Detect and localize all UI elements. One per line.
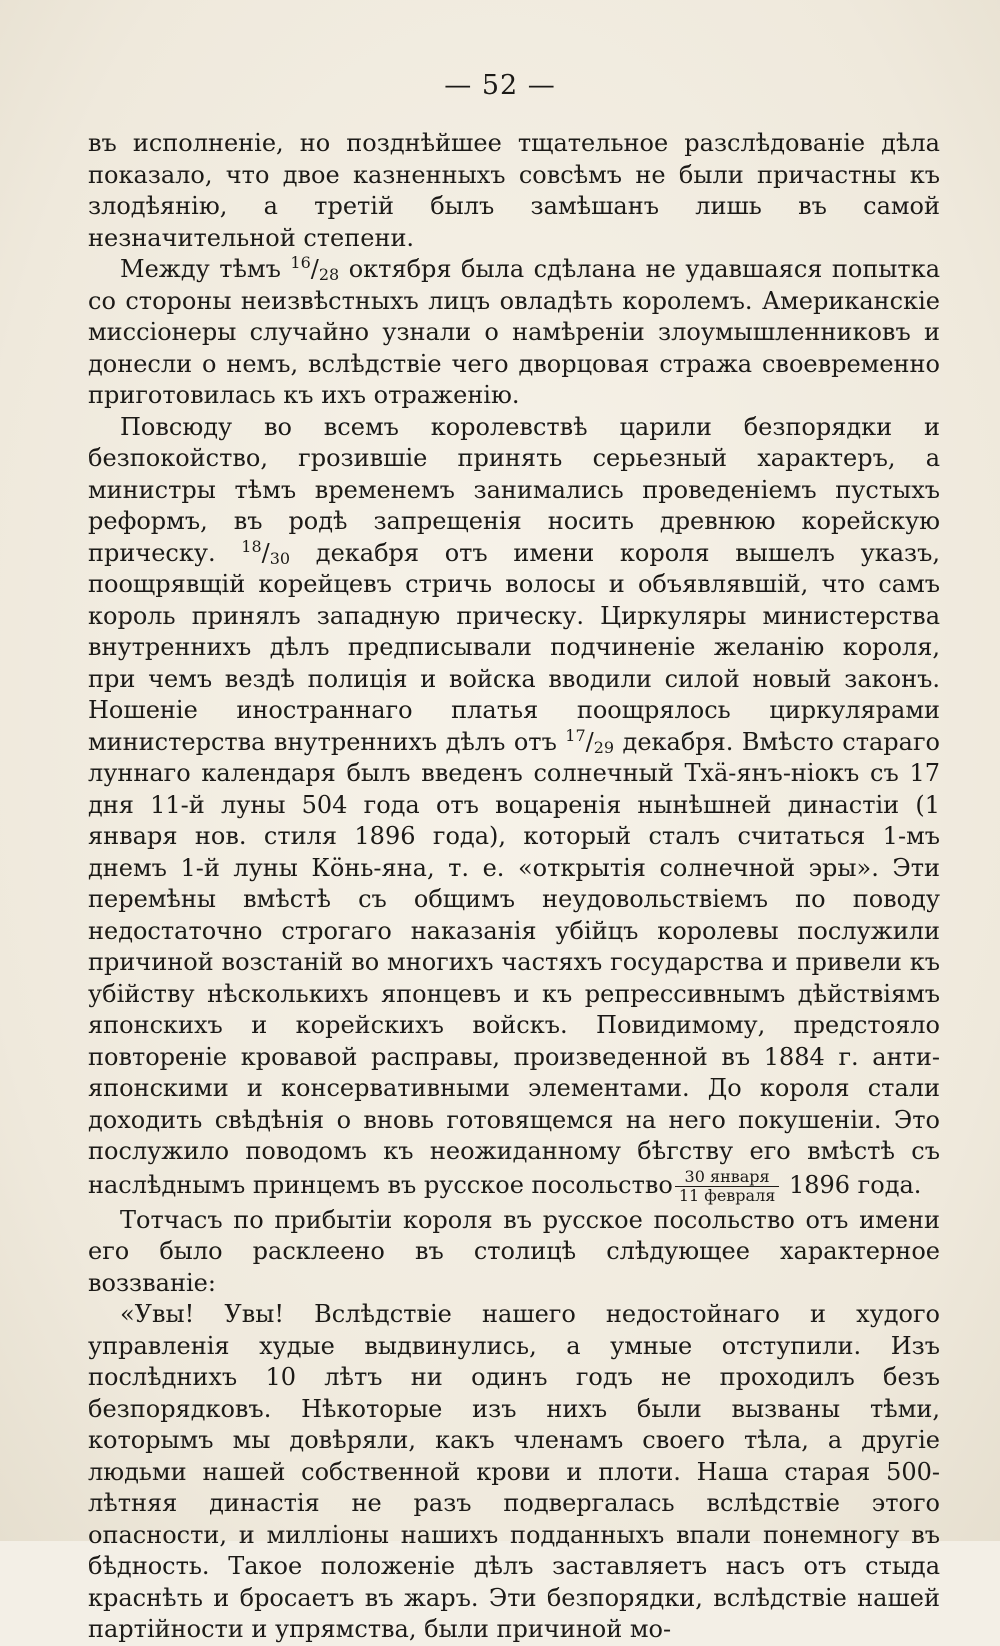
paragraph-3-text-c: декабря. Вмѣсто стараго луннаго календаря былъ введенъ солнечный Тхä-янъ-ніокъ съ 17 дня 11-й луны 504 года отъ воцаренія нынѣшней династіи (1 января нов. стиля 1896 года), который сталъ считаться 1-мъ днемъ 1-й луны Кöнь-яна, т. е. «открытія солнечной эры». Эти перемѣны вмѣстѣ съ общимъ неудовольствіемъ по поводу недостаточно строгаго наказанія убійцъ королевы послужили причиной возстаній во многихъ частяхъ государства и привели къ убійству нѣсколькихъ японцевъ и къ репрессивнымъ дѣйствіямъ японскихъ и корейскихъ войскъ. Повидимому, предстояло повтореніе кровавой расправы, произведенной въ 1884 г. анти-японскими и консервативными элементами. До короля стали доходить свѣдѣнія о вновь готовящемся на него покушеніи. Это послужило поводомъ къ неожиданному бѣгству его вмѣстѣ съ наслѣднымъ принцемъ въ русское посольство [88, 727, 940, 1199]
paragraph-3: Повсюду во всемъ королевствѣ царили безпорядки и безпокойство, грозившіе принять серьезный характеръ, а министры тѣмъ временемъ занимались проведеніемъ пустыхъ реформъ, въ родѣ запрещенія носить древнюю корейскую прическу. $^{18}/_{30}$ декабря отъ имени короля вышелъ указъ, поощрявщій корейцевъ стричь волосы и объявлявшій, что самъ король принялъ западную прическу. Циркуляры министерства внутреннихъ дѣлъ предписывали подчиненіе желанію короля, при чемъ вездѣ полиція и войска вводили силой новый законъ. Ношеніе иностраннаго платья поощрялось циркулярами министерства внутреннихъ дѣлъ отъ $^{17}/_{29}$ декабря. Вмѣсто стараго луннаго календаря былъ введенъ солнечный Тхä-янъ-ніокъ съ 17 дня 11-й луны 504 года отъ воцаренія нынѣшней династіи (1 января нов. стиля 1896 года), который сталъ считаться 1-мъ днемъ 1-й луны Кöнь-яна, т. е. «открытія солнечной эры». Эти перемѣны вмѣстѣ съ общимъ неудовольствіемъ по поводу недостаточно строгаго наказанія убійцъ королевы послужили причиной возстаній во многихъ частяхъ государства и привели къ убійству нѣсколькихъ японцевъ и къ репрессивнымъ дѣйствіямъ японскихъ и корейскихъ войскъ. Повидимому, предстояло повтореніе кровавой расправы, произведенной въ 1884 г. анти-японскими и консервативными элементами. До короля стали доходить свѣдѣнія о вновь готовящемся на него покушеніи. Это послужило поводомъ къ неожиданному бѣгству его вмѣстѣ съ наслѣднымъ принцемъ въ русское посольство $\frac{\text{30 января}}{\text{11 февраля}}$ 1896 года. [88, 412, 940, 1205]
paragraph-1: въ исполненіе, но позднѣйшее тщательное разслѣдованіе дѣла показало, что двое казненныхъ совсѣмъ не были причастны къ злодѣянію, а третій былъ замѣшанъ лишь въ самой незначительной степени. [88, 129, 940, 252]
date-denominator: 30 [269, 548, 291, 568]
paragraph-2: Между тѣмъ $^{16}/_{28}$ октября была сдѣлана не удавшаяся попытка со стороны неизвѣстныхъ лицъ овладѣть королемъ. Американскіе миссіонеры случайно узнали о намѣреніи злоумышленниковъ и донесли о немъ, вслѣдствіе чего дворцовая стража своевременно приготовилась къ ихъ отраженію. [88, 253, 941, 409]
fraction-denominator: 11 февраля [678, 1185, 776, 1205]
date-numerator: 17 [565, 725, 586, 745]
paragraph-3-text-a: Повсюду во всемъ королевствѣ царили безпорядки и безпокойство, грозившіе принять серьезный характеръ, а министры тѣмъ временемъ занимались проведеніемъ пустыхъ реформъ, въ родѣ запрещенія носить древнюю корейскую прическу. [88, 412, 940, 567]
paragraph-2-text-a: Между тѣмъ [120, 255, 291, 283]
paragraph-3-text-d: 1896 года. [781, 1170, 922, 1199]
body-text [88, 128, 940, 1646]
date-denominator: 29 [593, 737, 615, 757]
paragraph-3-text-b: декабря отъ имени короля вышелъ указъ, поощрявщій корейцевъ стричь волосы и объявлявшій, что самъ король принялъ западную прическу. Циркуляры министерства внутреннихъ дѣлъ предписывали подчиненіе желанію короля, при чемъ вездѣ полиція и войска вводили силой новый законъ. Ношеніе иностраннаго платья поощрялось циркулярами министерства внутреннихъ дѣлъ отъ [88, 538, 940, 756]
paragraph-2-text-b: октября была сдѣлана не удавшаяся попытка со стороны неизвѣстныхъ лицъ овладѣть королемъ. Американскіе миссіонеры случайно узнали о намѣреніи злоумышленниковъ и донесли о немъ, вслѣдствіе чего дворцовая стража своевременно приготовилась къ ихъ отраженію. [88, 255, 941, 409]
date-denominator: 28 [318, 265, 340, 284]
date-numerator: 18 [241, 536, 262, 556]
fraction-numerator: 30 января [675, 1168, 779, 1187]
page-number: — 52 — [444, 70, 556, 101]
date-fraction [675, 1168, 779, 1205]
paragraph-4: Тотчасъ по прибытіи короля въ русское посольство отъ имени его было расклеено въ столицѣ слѣдующее характерное воззваніе: [88, 1205, 940, 1297]
date-numerator: 16 [290, 253, 311, 272]
paragraph-5: «Увы! Увы! Вслѣдствіе нашего недостойнаго и худого управленія худые выдвинулись, а умные отступили. Изъ послѣднихъ 10 лѣтъ ни одинъ годъ не проходилъ безъ безпорядковъ. Нѣкоторые изъ нихъ были вызваны тѣми, которымъ мы довѣряли, какъ членамъ своего тѣла, а другіе людьми нашей собственной крови и плоти. Наша старая 500-лѣтняя династія не разъ подвергалась вслѣдствіе этого опасности, и милліоны нашихъ подданныхъ впали понемногу въ бѣдность. Такое положеніе дѣлъ заставляетъ насъ отъ стыда краснѣть и бросаетъ въ жаръ. Эти безпорядки, вслѣдствіе нашей партійности и упрямства, были причиной мо- [88, 1300, 940, 1643]
